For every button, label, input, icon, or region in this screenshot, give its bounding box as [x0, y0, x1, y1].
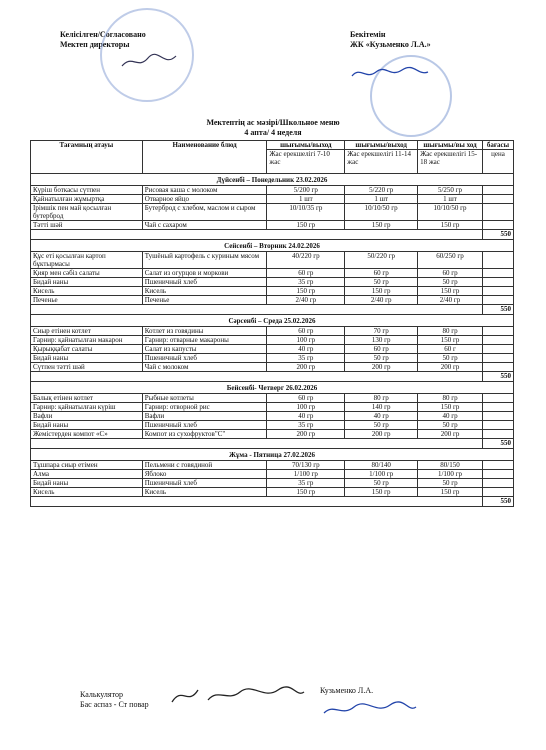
- day-title: Бейсенбі- Четверг 26.02.2026: [31, 382, 514, 394]
- price-cell: [482, 252, 513, 269]
- russian-dish: Бутерброд с хлебом, маслом и сыром: [142, 204, 267, 221]
- yield-7-10: 5/200 гр: [267, 186, 345, 195]
- total-spacer: [31, 230, 483, 240]
- yield-7-10: 100 гр: [267, 403, 345, 412]
- yield-15-18: 150 гр: [418, 221, 483, 230]
- menu-subtitle-text: 4 апта/ 4 неделя: [244, 128, 302, 137]
- day-total-row: [31, 497, 514, 507]
- kazakh-dish: Вафли: [31, 412, 143, 421]
- yield-11-14: 2/40 гр: [345, 296, 418, 305]
- kazakh-dish: Сүтпен тәтті шәй: [31, 363, 143, 372]
- yield-7-10: 2/40 гр: [267, 296, 345, 305]
- russian-dish: Чай с молоком: [142, 363, 267, 372]
- price-cell: [482, 204, 513, 221]
- table-row: [31, 278, 514, 287]
- price-cell: [482, 327, 513, 336]
- yield-11-14: 10/10/50 гр: [345, 204, 418, 221]
- table-row: [31, 488, 514, 497]
- price-label: цена: [482, 150, 513, 174]
- day-total-row: [31, 305, 514, 315]
- price-cell: [482, 336, 513, 345]
- russian-dish: Котлет из говядины: [142, 327, 267, 336]
- yield-7-10: 100 гр: [267, 336, 345, 345]
- kazakh-dish: Тұшпара сиыр етімен: [31, 461, 143, 470]
- kazakh-dish: Құс еті қосылған картоп бұктырмасы: [31, 252, 143, 269]
- yield-11-14: 50 гр: [345, 354, 418, 363]
- table-row: [31, 252, 514, 269]
- age-7-10: Жас ерекшелігі 7-10 жас: [267, 150, 345, 174]
- approve-block: [350, 30, 431, 50]
- price-cell: [482, 403, 513, 412]
- kazakh-dish: Гарнир: қайнатылған күріш: [31, 403, 143, 412]
- price-cell: [482, 363, 513, 372]
- yield-15-18: 50 гр: [418, 421, 483, 430]
- menu-title-text: Мектептің ас мәзірі/Школьное меню: [206, 118, 340, 127]
- day-header-row: [31, 315, 514, 327]
- russian-dish: Чай с сахаром: [142, 221, 267, 230]
- kazakh-dish: Бидай наны: [31, 479, 143, 488]
- day-total-price: 550: [482, 372, 513, 382]
- day-header-row: [31, 240, 514, 252]
- yield-11-14: 70 гр: [345, 327, 418, 336]
- approve-label: Бекітемін: [350, 30, 386, 39]
- price-cell: [482, 221, 513, 230]
- yield-15-18: 60 г: [418, 345, 483, 354]
- yield-15-18: 2/40 гр: [418, 296, 483, 305]
- russian-dish: Тушёный картофель с куриным мясом: [142, 252, 267, 269]
- col-kazakh-name: Тағамның атауы: [31, 141, 143, 174]
- day-header-row: [31, 449, 514, 461]
- table-header-row: [31, 141, 514, 150]
- russian-dish: Отварное яйцо: [142, 195, 267, 204]
- day-title: Жұма - Пятница 27.02.2026: [31, 449, 514, 461]
- yield-11-14: 80/140: [345, 461, 418, 470]
- yield-7-10: 35 гр: [267, 278, 345, 287]
- russian-dish: Пшеничный хлеб: [142, 421, 267, 430]
- price-cell: [482, 470, 513, 479]
- table-row: [31, 336, 514, 345]
- yield-11-14: 140 гр: [345, 403, 418, 412]
- age-15-18: Жас ерекшелігі 15-18 жас: [418, 150, 483, 174]
- russian-dish: Пельмени с говядиной: [142, 461, 267, 470]
- total-spacer: [31, 372, 483, 382]
- table-row: [31, 470, 514, 479]
- price-cell: [482, 488, 513, 497]
- price-cell: [482, 345, 513, 354]
- yield-15-18: 150 гр: [418, 287, 483, 296]
- kazakh-dish: Жемістерден компот «С»: [31, 430, 143, 439]
- price-cell: [482, 354, 513, 363]
- kazakh-dish: Күріш боткасы сүтпен: [31, 186, 143, 195]
- table-row: [31, 412, 514, 421]
- menu-body: [31, 174, 514, 507]
- col-yield-1: шығымы/выход: [267, 141, 345, 150]
- yield-15-18: 150 гр: [418, 488, 483, 497]
- russian-dish: Вафли: [142, 412, 267, 421]
- yield-11-14: 1/100 гр: [345, 470, 418, 479]
- footer-left: [80, 690, 149, 710]
- price-cell: [482, 394, 513, 403]
- yield-11-14: 5/220 гр: [345, 186, 418, 195]
- kazakh-dish: Қияр мен сәбіз салаты: [31, 269, 143, 278]
- col-yield-2: шығымы/выход: [345, 141, 418, 150]
- table-row: [31, 204, 514, 221]
- yield-15-18: 50 гр: [418, 479, 483, 488]
- total-spacer: [31, 305, 483, 315]
- day-total-row: [31, 230, 514, 240]
- kazakh-dish: Кисель: [31, 488, 143, 497]
- russian-dish: Кисель: [142, 488, 267, 497]
- day-header-row: [31, 382, 514, 394]
- russian-dish: Рыбные котлеты: [142, 394, 267, 403]
- russian-dish: Гарнир: отворной рис: [142, 403, 267, 412]
- kazakh-dish: Бидай наны: [31, 278, 143, 287]
- price-cell: [482, 287, 513, 296]
- kazakh-dish: Балық етінен котлет: [31, 394, 143, 403]
- yield-7-10: 10/10/35 гр: [267, 204, 345, 221]
- yield-7-10: 1/100 гр: [267, 470, 345, 479]
- yield-11-14: 50 гр: [345, 421, 418, 430]
- price-cell: [482, 421, 513, 430]
- yield-15-18: 200 гр: [418, 430, 483, 439]
- kazakh-dish: Қырыққабат салаты: [31, 345, 143, 354]
- yield-7-10: 35 гр: [267, 354, 345, 363]
- russian-dish: Печенье: [142, 296, 267, 305]
- price-cell: [482, 296, 513, 305]
- yield-7-10: 60 гр: [267, 269, 345, 278]
- day-total-row: [31, 439, 514, 449]
- price-cell: [482, 461, 513, 470]
- table-row: [31, 430, 514, 439]
- yield-11-14: 60 гр: [345, 345, 418, 354]
- yield-7-10: 60 гр: [267, 327, 345, 336]
- day-total-price: 550: [482, 230, 513, 240]
- yield-11-14: 50 гр: [345, 479, 418, 488]
- russian-dish: Гарнир: отварные макароны: [142, 336, 267, 345]
- yield-7-10: 70/130 гр: [267, 461, 345, 470]
- yield-15-18: 40 гр: [418, 412, 483, 421]
- yield-15-18: 150 гр: [418, 403, 483, 412]
- total-spacer: [31, 497, 483, 507]
- chef-label: Бас аспаз - Ст повар: [80, 700, 149, 709]
- yield-15-18: 150 гр: [418, 336, 483, 345]
- kazakh-dish: Кисель: [31, 287, 143, 296]
- calculator-label: Калькулятор: [80, 690, 123, 699]
- table-row: [31, 221, 514, 230]
- table-row: [31, 269, 514, 278]
- russian-dish: Салат из огурцов и моркови: [142, 269, 267, 278]
- russian-dish: Рисовая каша с молоком: [142, 186, 267, 195]
- yield-15-18: 80 гр: [418, 394, 483, 403]
- yield-7-10: 35 гр: [267, 479, 345, 488]
- yield-7-10: 60 гр: [267, 394, 345, 403]
- yield-11-14: 50 гр: [345, 278, 418, 287]
- day-title: Дүйсенбі – Понедельник 23.02.2026: [31, 174, 514, 186]
- col-yield-3: шығымы/вы ход: [418, 141, 483, 150]
- day-title: Сәрсенбі – Среда 25.02.2026: [31, 315, 514, 327]
- kazakh-dish: Печенье: [31, 296, 143, 305]
- table-row: [31, 421, 514, 430]
- yield-7-10: 40 гр: [267, 412, 345, 421]
- menu-table: [30, 140, 514, 507]
- yield-7-10: 1 шт: [267, 195, 345, 204]
- yield-15-18: 80/150: [418, 461, 483, 470]
- table-row: [31, 345, 514, 354]
- yield-11-14: 150 гр: [345, 221, 418, 230]
- yield-11-14: 150 гр: [345, 287, 418, 296]
- yield-11-14: 80 гр: [345, 394, 418, 403]
- yield-11-14: 60 гр: [345, 269, 418, 278]
- yield-7-10: 150 гр: [267, 488, 345, 497]
- yield-7-10: 150 гр: [267, 221, 345, 230]
- yield-11-14: 1 шт: [345, 195, 418, 204]
- entrepreneur-label: ЖК «Кузьменко Л.А.»: [350, 40, 431, 49]
- day-total-row: [31, 372, 514, 382]
- yield-11-14: 150 гр: [345, 488, 418, 497]
- day-total-price: 550: [482, 497, 513, 507]
- table-row: [31, 363, 514, 372]
- yield-15-18: 1 шт: [418, 195, 483, 204]
- price-cell: [482, 195, 513, 204]
- entrepreneur-signature: [350, 62, 430, 84]
- russian-dish: Пшеничный хлеб: [142, 479, 267, 488]
- yield-15-18: 60 гр: [418, 269, 483, 278]
- yield-15-18: 80 гр: [418, 327, 483, 336]
- kazakh-dish: Тәтті шәй: [31, 221, 143, 230]
- chef-signature: [168, 682, 308, 710]
- day-total-price: 550: [482, 439, 513, 449]
- total-spacer: [31, 439, 483, 449]
- yield-15-18: 10/10/50 гр: [418, 204, 483, 221]
- yield-7-10: 150 гр: [267, 287, 345, 296]
- price-cell: [482, 430, 513, 439]
- price-cell: [482, 412, 513, 421]
- yield-7-10: 40/220 гр: [267, 252, 345, 269]
- yield-15-18: 50 гр: [418, 278, 483, 287]
- manager-signature: [320, 697, 420, 721]
- yield-7-10: 40 гр: [267, 345, 345, 354]
- director-signature: [120, 50, 180, 72]
- day-title: Сейсенбі – Вторник 24.02.2026: [31, 240, 514, 252]
- yield-11-14: 200 гр: [345, 363, 418, 372]
- col-price: бағасы: [482, 141, 513, 150]
- yield-15-18: 5/250 гр: [418, 186, 483, 195]
- table-row: [31, 354, 514, 363]
- kazakh-dish: Сиыр етінен котлет: [31, 327, 143, 336]
- yield-15-18: 60/250 гр: [418, 252, 483, 269]
- yield-7-10: 35 гр: [267, 421, 345, 430]
- kazakh-dish: Гарнир: қайнатылған макарон: [31, 336, 143, 345]
- table-row: [31, 186, 514, 195]
- yield-11-14: 40 гр: [345, 412, 418, 421]
- yield-11-14: 200 гр: [345, 430, 418, 439]
- russian-dish: Салат из капусты: [142, 345, 267, 354]
- kazakh-dish: Ірімшік пен май қосылған бутерброд: [31, 204, 143, 221]
- russian-dish: Кисель: [142, 287, 267, 296]
- day-header-row: [31, 174, 514, 186]
- yield-7-10: 200 гр: [267, 430, 345, 439]
- table-row: [31, 296, 514, 305]
- table-row: [31, 403, 514, 412]
- director-label: Мектеп директоры: [60, 40, 130, 49]
- kazakh-dish: Бидай наны: [31, 421, 143, 430]
- col-russian-name: Наименование блюд: [142, 141, 267, 174]
- table-row: [31, 394, 514, 403]
- price-cell: [482, 479, 513, 488]
- kazakh-dish: Қайнатылған жұмыртқа: [31, 195, 143, 204]
- yield-15-18: 1/100 гр: [418, 470, 483, 479]
- yield-11-14: 130 гр: [345, 336, 418, 345]
- price-cell: [482, 186, 513, 195]
- price-cell: [482, 278, 513, 287]
- table-row: [31, 195, 514, 204]
- yield-15-18: 200 гр: [418, 363, 483, 372]
- table-row: [31, 461, 514, 470]
- russian-dish: Яблоко: [142, 470, 267, 479]
- kazakh-dish: Бидай наны: [31, 354, 143, 363]
- russian-dish: Компот из сухофруктов"С": [142, 430, 267, 439]
- day-total-price: 550: [482, 305, 513, 315]
- age-11-14: Жас ерекшелігі 11-14 жас: [345, 150, 418, 174]
- approved-label: Келісілген/Согласовано: [60, 30, 146, 39]
- yield-7-10: 200 гр: [267, 363, 345, 372]
- table-row: [31, 327, 514, 336]
- russian-dish: Пшеничный хлеб: [142, 278, 267, 287]
- footer-right: Кузьменко Л.А.: [320, 686, 374, 695]
- yield-15-18: 50 гр: [418, 354, 483, 363]
- menu-title: [0, 118, 546, 138]
- price-cell: [482, 269, 513, 278]
- table-row: [31, 287, 514, 296]
- russian-dish: Пшеничный хлеб: [142, 354, 267, 363]
- kazakh-dish: Алма: [31, 470, 143, 479]
- yield-11-14: 50/220 гр: [345, 252, 418, 269]
- table-row: [31, 479, 514, 488]
